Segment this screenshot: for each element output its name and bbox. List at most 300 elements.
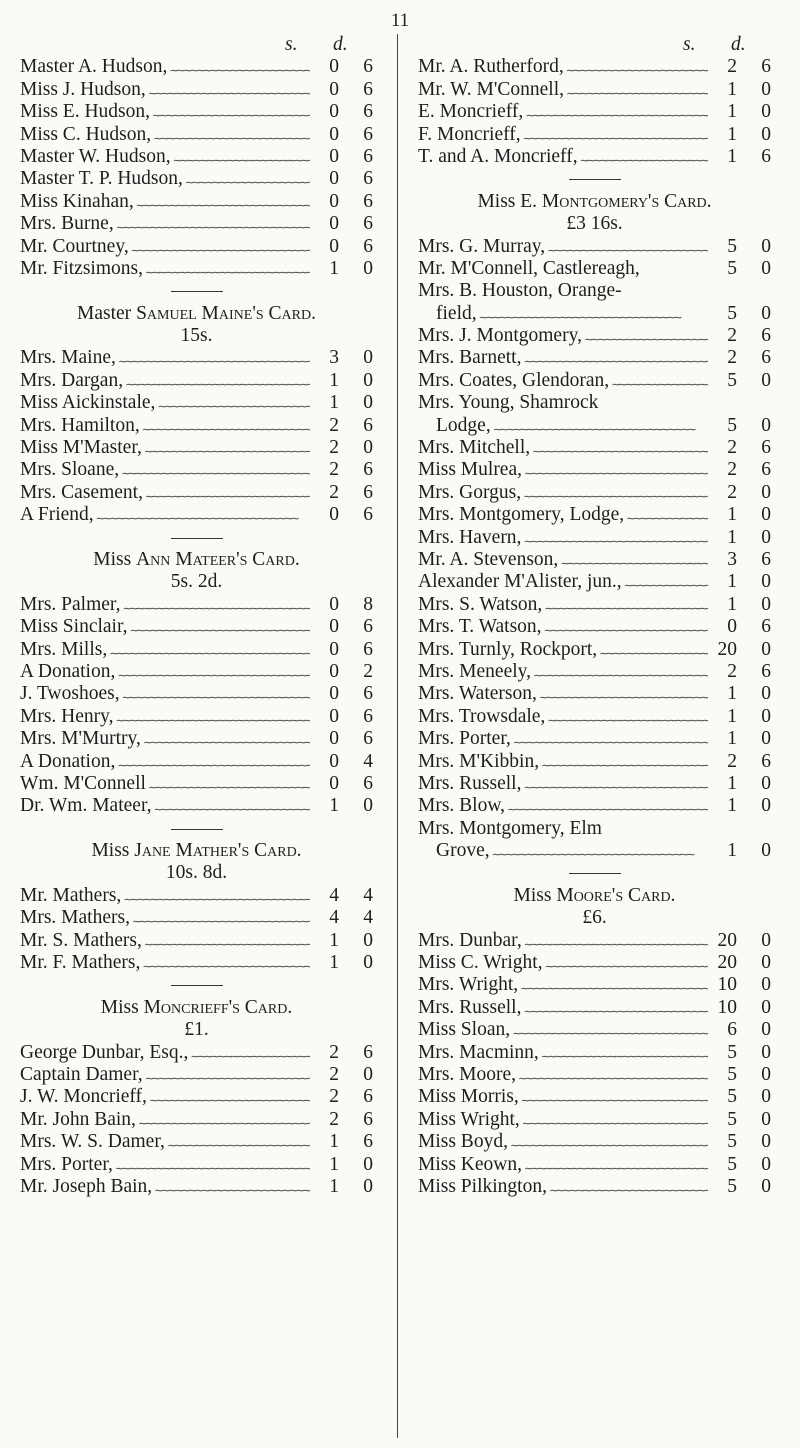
donor-name: Mrs. M'Kibbin, <box>418 750 540 772</box>
entry-row <box>418 258 771 280</box>
entry-row <box>418 527 771 549</box>
dotted-leader <box>513 728 708 750</box>
pence-amount: 6 <box>761 145 771 167</box>
dotted-leader <box>523 482 708 504</box>
donor-name: A Donation, <box>20 660 116 682</box>
shillings-amount: 5 <box>727 1175 737 1197</box>
dotted-leader <box>584 325 708 347</box>
entry-row <box>20 213 373 235</box>
dotted-leader <box>547 236 708 258</box>
donor-name: Mr. M'Connell, Castlereagh, <box>418 257 640 279</box>
dotted-leader <box>626 504 708 526</box>
pence-amount: 6 <box>363 728 373 750</box>
pence-amount: 0 <box>363 795 373 817</box>
dotted-leader <box>523 527 708 549</box>
shillings-amount: 0 <box>329 190 339 212</box>
dotted-leader <box>145 482 310 504</box>
dotted-leader <box>524 459 708 481</box>
card-title-name: Samuel Maine's Card. <box>136 302 316 324</box>
pence-amount: 0 <box>761 1108 771 1130</box>
pence-amount: 8 <box>363 593 373 615</box>
pence-amount: 0 <box>761 1153 771 1175</box>
donor-name: Grove, <box>436 840 490 862</box>
entry-row <box>20 885 373 907</box>
shillings-amount: 5 <box>727 1108 737 1130</box>
shillings-amount: 1 <box>329 952 339 974</box>
donor-name: Miss Mulrea, <box>418 459 522 481</box>
entry-row <box>418 124 771 146</box>
dotted-leader <box>132 907 310 929</box>
pence-amount: 0 <box>761 101 771 123</box>
pence-amount: 6 <box>363 1108 373 1130</box>
pence-amount: 6 <box>363 481 373 503</box>
dotted-leader <box>524 1154 708 1176</box>
entry-row <box>20 191 373 213</box>
shillings-amount: 2 <box>727 459 737 481</box>
donor-name: Mrs. Porter, <box>418 728 511 750</box>
dotted-leader <box>512 1019 708 1041</box>
section-divider <box>20 280 373 302</box>
dotted-leader <box>169 56 310 78</box>
donor-name: Mrs. Meneely, <box>418 660 532 682</box>
donor-name: Mrs. Maine, <box>20 347 116 369</box>
shillings-amount: 0 <box>329 638 339 660</box>
dotted-leader <box>539 683 708 705</box>
shillings-amount: 5 <box>727 369 737 391</box>
dotted-leader <box>144 437 310 459</box>
shillings-amount: 0 <box>329 660 339 682</box>
donor-name: Mrs. Turnly, Rockport, <box>418 638 598 660</box>
pence-amount: 0 <box>363 347 373 369</box>
shillings-amount: 1 <box>727 526 737 548</box>
dotted-leader <box>545 952 708 974</box>
dotted-leader <box>522 1109 708 1131</box>
card-title-prefix: Miss E. <box>477 190 542 212</box>
entry-row <box>418 594 771 616</box>
section-divider <box>20 974 373 996</box>
dotted-leader <box>518 1064 708 1086</box>
donor-name: Mrs. Coates, Glendoran, <box>418 369 610 391</box>
pence-amount: 6 <box>363 56 373 78</box>
pence-amount: 6 <box>761 459 771 481</box>
pence-amount: 0 <box>761 840 771 862</box>
dotted-leader <box>130 616 310 638</box>
pence-amount: 0 <box>363 369 373 391</box>
pence-amount: 6 <box>363 213 373 235</box>
dotted-leader <box>541 751 708 773</box>
pence-amount: 6 <box>363 683 373 705</box>
pence-amount: 6 <box>363 1131 373 1153</box>
entry-row <box>418 482 771 504</box>
shillings-amount: 5 <box>727 257 737 279</box>
donor-name: Mrs. Gorgus, <box>418 481 522 503</box>
shillings-amount: 10 <box>717 974 737 996</box>
dotted-leader <box>115 1154 310 1176</box>
shillings-amount: 0 <box>329 593 339 615</box>
pence-amount: 0 <box>761 481 771 503</box>
shillings-amount: 5 <box>727 414 737 436</box>
pence-amount: 0 <box>761 257 771 279</box>
pence-amount: 6 <box>761 347 771 369</box>
pence-amount: 0 <box>761 929 771 951</box>
donor-name: Mr. A. Rutherford, <box>418 56 564 78</box>
entry-row <box>20 482 373 504</box>
pence-amount: 0 <box>363 929 373 951</box>
shillings-amount: 1 <box>329 369 339 391</box>
pence-amount: 0 <box>761 78 771 100</box>
card-title-name: Moore's Card. <box>556 884 676 906</box>
column-header <box>418 34 771 56</box>
entry-row <box>20 504 373 526</box>
dotted-leader <box>118 347 310 369</box>
donor-name: Mr. W. M'Connell, <box>418 78 564 100</box>
donor-name: Mrs. Mills, <box>20 638 108 660</box>
entry-row <box>20 1064 373 1086</box>
entry-row <box>418 459 771 481</box>
entry-row <box>20 1176 373 1198</box>
entry-row <box>418 1109 771 1131</box>
entry-row <box>418 437 771 459</box>
shillings-amount: 1 <box>727 101 737 123</box>
dotted-leader <box>122 683 310 705</box>
card-title-prefix: Master <box>77 302 137 324</box>
pence-amount: 6 <box>761 750 771 772</box>
section-divider <box>20 818 373 840</box>
donor-name: Mrs. Montgomery, Lodge, <box>418 504 625 526</box>
shillings-amount: 2 <box>329 459 339 481</box>
entry-row <box>20 415 373 437</box>
shillings-amount: 1 <box>329 392 339 414</box>
donor-name: Mr. Mathers, <box>20 884 122 906</box>
pence-amount: 0 <box>761 369 771 391</box>
donor-name: Mrs. Young, Shamrock <box>418 392 599 414</box>
column-header <box>20 34 373 56</box>
shillings-amount: 5 <box>727 1153 737 1175</box>
pence-amount: 6 <box>761 56 771 78</box>
card-total: £6. <box>582 907 607 929</box>
shillings-amount: 2 <box>727 750 737 772</box>
dotted-leader <box>143 728 310 750</box>
dotted-leader <box>173 146 310 168</box>
pence-amount: 6 <box>363 616 373 638</box>
shillings-amount: 1 <box>727 683 737 705</box>
entry-row <box>20 370 373 392</box>
donor-name: Mrs. B. Houston, Orange- <box>418 280 622 302</box>
entry-row <box>20 952 373 974</box>
shillings-amount: 5 <box>727 302 737 324</box>
entry-row <box>20 236 373 258</box>
donor-name: Miss E. Hudson, <box>20 101 151 123</box>
entry-row <box>20 1086 373 1108</box>
pence-amount: 0 <box>363 1153 373 1175</box>
dotted-leader <box>560 549 708 571</box>
donor-name: Miss C. Wright, <box>418 952 543 974</box>
donor-name: Miss Morris, <box>418 1086 519 1108</box>
donor-name: Miss Keown, <box>418 1153 523 1175</box>
entry-row <box>20 79 373 101</box>
donor-name: Miss Boyd, <box>418 1131 508 1153</box>
pence-amount: 0 <box>363 437 373 459</box>
donor-name: Mrs. Mitchell, <box>418 437 531 459</box>
pence-amount: 6 <box>761 325 771 347</box>
column-divider <box>397 34 398 1438</box>
donor-name: Mrs. M'Murtry, <box>20 728 141 750</box>
entry-row <box>418 1086 771 1108</box>
shillings-amount: 0 <box>329 504 339 526</box>
dotted-leader <box>544 594 708 616</box>
pence-amount: 6 <box>363 78 373 100</box>
dotted-leader <box>117 661 310 683</box>
entry-row <box>20 459 373 481</box>
dotted-leader <box>549 1176 708 1198</box>
pence-amount: 0 <box>363 952 373 974</box>
entry-row <box>20 56 373 78</box>
entry-row <box>20 751 373 773</box>
donor-name: Mrs. Moore, <box>418 1063 517 1085</box>
dotted-leader <box>523 997 708 1019</box>
pence-amount: 0 <box>363 257 373 279</box>
donor-name: J. W. Moncrieff, <box>20 1086 147 1108</box>
entry-row <box>418 773 771 795</box>
entry-row <box>20 392 373 414</box>
donor-name: Mrs. S. Watson, <box>418 593 543 615</box>
card-title-prefix: Miss <box>513 884 557 906</box>
entry-row <box>418 1042 771 1064</box>
pence-amount: 6 <box>363 168 373 190</box>
donor-name: Master W. Hudson, <box>20 145 171 167</box>
shillings-amount: 2 <box>727 347 737 369</box>
donor-name: Captain Damer, <box>20 1063 143 1085</box>
donor-name: Mrs. Palmer, <box>20 593 121 615</box>
card-title <box>418 885 771 907</box>
pence-amount: 0 <box>761 302 771 324</box>
shillings-amount: 0 <box>329 728 339 750</box>
donor-name: Mrs. Macminn, <box>418 1041 539 1063</box>
card-total: £1. <box>184 1019 209 1041</box>
dotted-leader <box>493 415 708 437</box>
donor-name: Mrs. Havern, <box>418 526 522 548</box>
dotted-leader <box>492 840 708 862</box>
shillings-amount: 5 <box>727 235 737 257</box>
pence-amount: 0 <box>761 1041 771 1063</box>
pence-amount: 6 <box>363 1086 373 1108</box>
shillings-amount: 0 <box>329 750 339 772</box>
dotted-leader <box>520 974 708 996</box>
donor-name: Mr. Fitzsimons, <box>20 257 143 279</box>
pence-amount: 0 <box>761 1175 771 1197</box>
section-divider <box>418 862 771 884</box>
dotted-leader <box>524 930 708 952</box>
shillings-header: s. <box>285 34 298 55</box>
donor-name: Mrs. Barnett, <box>418 347 522 369</box>
shillings-amount: 1 <box>329 1153 339 1175</box>
entry-row <box>418 728 771 750</box>
dotted-leader <box>125 370 310 392</box>
pence-amount: 4 <box>363 884 373 906</box>
donor-name: A Donation, <box>20 750 116 772</box>
shillings-amount: 1 <box>727 571 737 593</box>
shillings-amount: 10 <box>717 996 737 1018</box>
pence-amount: 6 <box>363 1041 373 1063</box>
shillings-amount: 1 <box>329 257 339 279</box>
pence-amount: 6 <box>363 235 373 257</box>
shillings-amount: 5 <box>727 1041 737 1063</box>
donor-name: Mrs. Porter, <box>20 1153 113 1175</box>
entry-row <box>418 616 771 638</box>
dotted-leader <box>145 258 310 280</box>
shillings-amount: 2 <box>329 414 339 436</box>
shillings-amount: 1 <box>329 929 339 951</box>
donor-name: F. Moncrieff, <box>418 123 521 145</box>
pence-amount: 0 <box>363 1175 373 1197</box>
donor-name: Mrs. Wright, <box>418 974 519 996</box>
shillings-amount: 2 <box>329 1041 339 1063</box>
entry-row <box>20 907 373 929</box>
dotted-leader <box>131 236 310 258</box>
card-total: £3 16s. <box>566 213 623 235</box>
dotted-leader <box>479 303 708 325</box>
donor-name: Mr. A. Stevenson, <box>418 548 559 570</box>
entry-row <box>418 236 771 258</box>
card-title-prefix: Miss <box>93 548 137 570</box>
entry-row <box>20 661 373 683</box>
pence-amount: 6 <box>363 145 373 167</box>
entry-row <box>418 1154 771 1176</box>
card-title <box>20 997 373 1019</box>
shillings-amount: 0 <box>329 123 339 145</box>
donor-name: Miss Sinclair, <box>20 616 128 638</box>
pence-amount: 6 <box>761 548 771 570</box>
dotted-leader <box>523 773 708 795</box>
pence-amount: 0 <box>761 772 771 794</box>
shillings-amount: 3 <box>329 347 339 369</box>
pence-amount: 0 <box>761 728 771 750</box>
donor-name: Alexander M'Alister, jun., <box>418 571 622 593</box>
shillings-amount: 0 <box>329 683 339 705</box>
pence-amount: 0 <box>761 996 771 1018</box>
shillings-amount: 1 <box>727 123 737 145</box>
donor-name: Miss Pilkington, <box>418 1175 547 1197</box>
entry-row <box>418 952 771 974</box>
shillings-amount: 6 <box>727 1019 737 1041</box>
shillings-amount: 1 <box>329 795 339 817</box>
shillings-amount: 2 <box>329 1108 339 1130</box>
donor-name: Miss Aickinstale, <box>20 392 156 414</box>
dotted-leader <box>148 79 310 101</box>
donor-name: Master A. Hudson, <box>20 56 168 78</box>
donor-name: Mrs. G. Murray, <box>418 235 546 257</box>
page-number: 11 <box>390 10 410 31</box>
shillings-amount: 2 <box>727 660 737 682</box>
entry-row <box>20 930 373 952</box>
donor-name: Mr. Courtney, <box>20 235 129 257</box>
shillings-amount: 2 <box>727 325 737 347</box>
donor-name: Mr. S. Mathers, <box>20 929 142 951</box>
card-title-name: Montgomery's Card. <box>541 190 712 212</box>
donor-name: Miss M'Master, <box>20 437 142 459</box>
entry-row <box>418 56 771 78</box>
shillings-amount: 3 <box>727 548 737 570</box>
dotted-leader <box>96 504 310 526</box>
dotted-leader <box>121 459 310 481</box>
shillings-amount: 1 <box>727 593 737 615</box>
shillings-amount: 0 <box>329 145 339 167</box>
entry-row <box>418 280 771 302</box>
shillings-amount: 5 <box>727 1086 737 1108</box>
donor-name: field, <box>436 302 477 324</box>
entry-row <box>418 840 771 862</box>
dotted-leader <box>533 661 708 683</box>
donor-name: Mrs. Mathers, <box>20 907 130 929</box>
shillings-header: s. <box>683 34 696 55</box>
entry-row <box>20 1131 373 1153</box>
donor-name: Master T. P. Hudson, <box>20 168 183 190</box>
shillings-amount: 1 <box>329 1131 339 1153</box>
entry-row <box>20 146 373 168</box>
shillings-amount: 4 <box>329 907 339 929</box>
shillings-amount: 1 <box>727 145 737 167</box>
entry-row <box>20 124 373 146</box>
donor-name: Mrs. Henry, <box>20 705 114 727</box>
donor-name: Mrs. Sloane, <box>20 459 120 481</box>
donor-name: Mrs. Burne, <box>20 213 114 235</box>
pence-amount: 6 <box>363 123 373 145</box>
entry-row <box>418 571 771 593</box>
donor-name: Miss J. Hudson, <box>20 78 146 100</box>
shillings-amount: 1 <box>727 728 737 750</box>
pence-amount: 6 <box>761 616 771 638</box>
dotted-leader <box>154 1176 310 1198</box>
pence-amount: 0 <box>761 414 771 436</box>
pence-amount: 0 <box>761 683 771 705</box>
shillings-amount: 0 <box>727 616 737 638</box>
pence-amount: 0 <box>761 593 771 615</box>
pence-amount: 0 <box>761 795 771 817</box>
dotted-leader <box>138 1109 310 1131</box>
entry-row <box>20 594 373 616</box>
entry-row <box>418 347 771 369</box>
dotted-leader <box>152 101 310 123</box>
pence-amount: 6 <box>363 459 373 481</box>
donor-name: Mrs. Trowsdale, <box>418 705 546 727</box>
shillings-amount: 0 <box>329 213 339 235</box>
dotted-leader <box>599 639 708 661</box>
dotted-leader <box>525 101 708 123</box>
entry-row <box>20 101 373 123</box>
pence-amount: 6 <box>761 660 771 682</box>
pence-amount: 0 <box>761 571 771 593</box>
pence-amount: 4 <box>363 907 373 929</box>
shillings-amount: 5 <box>727 1131 737 1153</box>
donor-name: T. and A. Moncrieff, <box>418 145 578 167</box>
donor-name: Mrs. Casement, <box>20 481 143 503</box>
donor-name: Mrs. Dunbar, <box>418 929 522 951</box>
shillings-amount: 2 <box>727 56 737 78</box>
shillings-amount: 20 <box>717 952 737 974</box>
pence-amount: 0 <box>761 974 771 996</box>
donor-name: J. Twoshoes, <box>20 683 120 705</box>
entry-row <box>418 1131 771 1153</box>
entry-row <box>418 751 771 773</box>
entry-row <box>418 392 771 414</box>
card-title-prefix: Miss <box>100 996 144 1018</box>
pence-amount: 0 <box>363 392 373 414</box>
shillings-amount: 1 <box>727 705 737 727</box>
entry-row <box>418 639 771 661</box>
dotted-leader <box>145 1064 310 1086</box>
entry-row <box>20 437 373 459</box>
entry-row <box>20 168 373 190</box>
